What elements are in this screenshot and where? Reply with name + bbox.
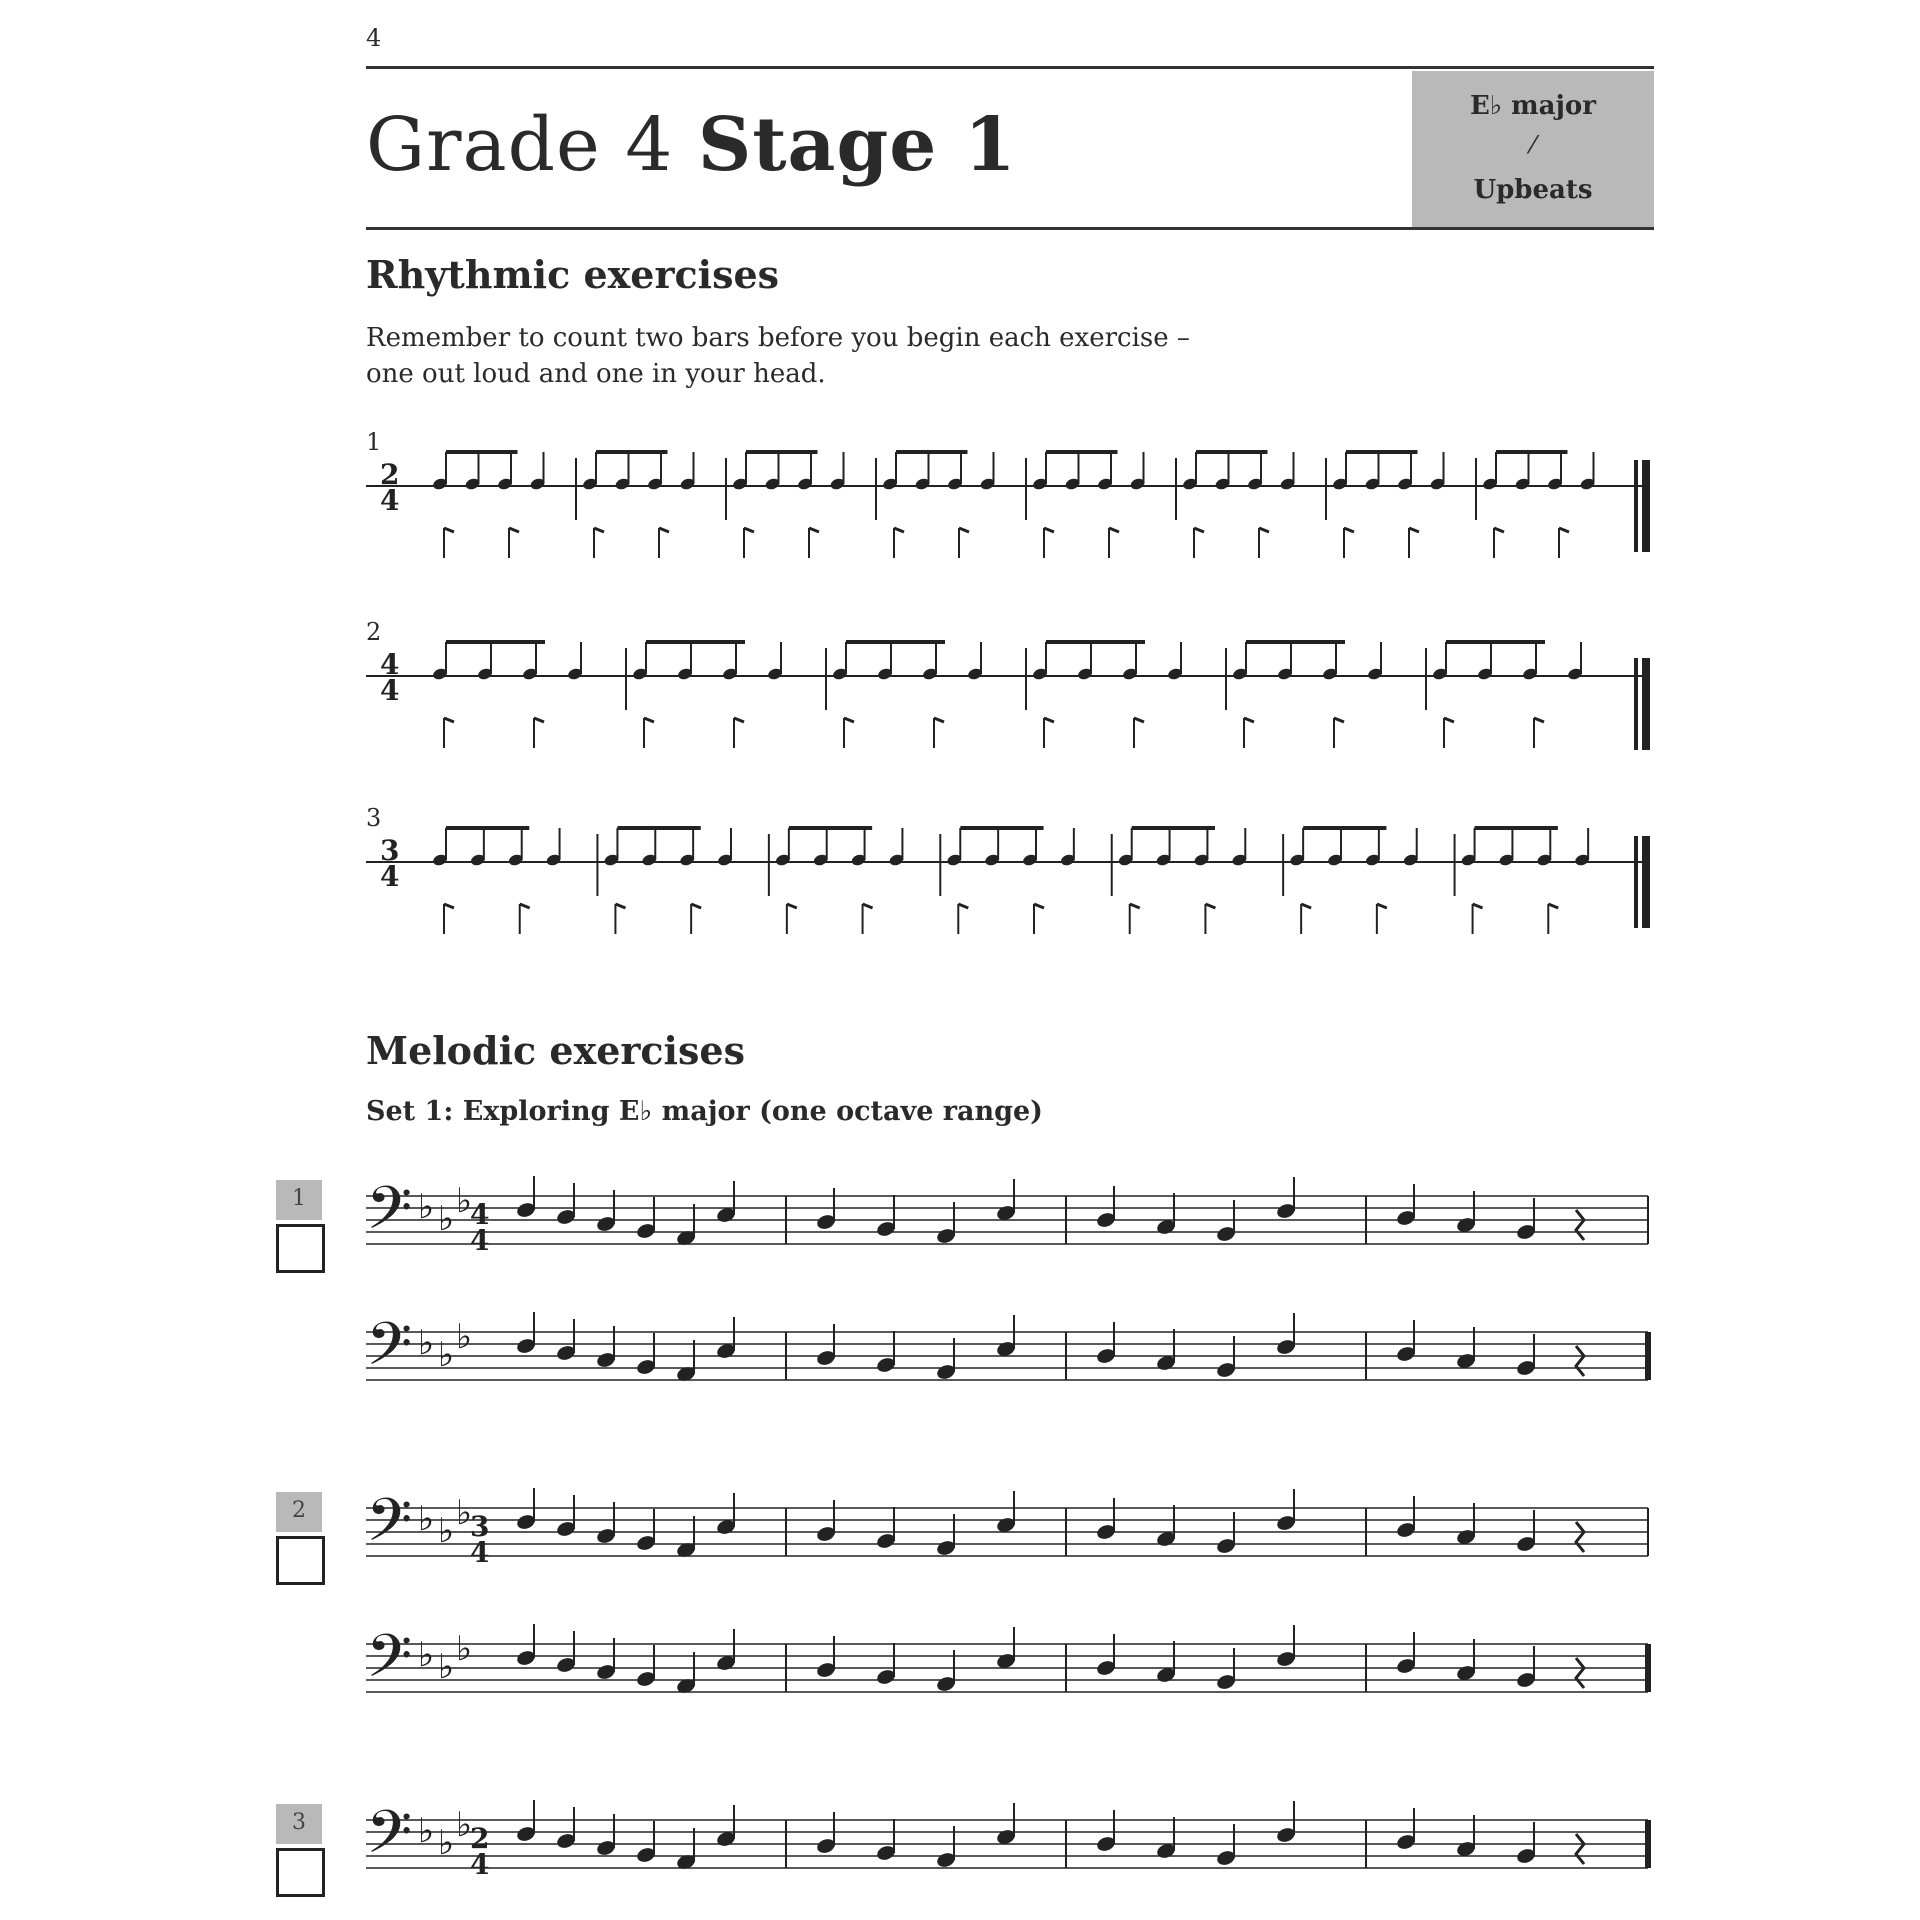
lower-flag [444, 904, 454, 908]
note-beam [1046, 640, 1145, 644]
rhythm-exercise-2-staff [366, 630, 1656, 780]
title-grade: Grade 4 [366, 102, 674, 188]
lower-flag [520, 904, 530, 908]
note-beam [1446, 640, 1545, 644]
note-beam [846, 640, 945, 644]
lower-flag [1205, 904, 1215, 908]
staff-system [366, 1309, 1648, 1393]
flat-icon: ♭ [438, 1199, 455, 1239]
lower-flag [1130, 904, 1140, 908]
staff-system [366, 1621, 1648, 1705]
lower-flag [1473, 904, 1483, 908]
note-beam [596, 450, 668, 454]
note-beam [1196, 450, 1268, 454]
flat-icon: ♭ [456, 1493, 473, 1533]
flat-icon: ♭ [418, 1811, 435, 1851]
note-beam [617, 826, 700, 830]
note-beam [446, 450, 518, 454]
time-signature-bottom: 4 [380, 860, 400, 893]
flat-icon: ♭ [418, 1187, 435, 1227]
stage-topic-box [1412, 71, 1654, 229]
lower-flag [659, 528, 669, 532]
time-signature-bottom: 4 [470, 1224, 490, 1257]
note-beam [1246, 640, 1345, 644]
topic-upbeats: Upbeats [1473, 175, 1593, 205]
rest-icon [1576, 1834, 1584, 1864]
bass-clef-icon: 𝄢 [366, 1485, 413, 1569]
lower-flag [1244, 718, 1254, 722]
title-stage: Stage 1 [697, 102, 1017, 188]
bass-clef-icon: 𝄢 [366, 1309, 413, 1393]
lower-flag [1534, 718, 1544, 722]
lower-flag [844, 718, 854, 722]
header-bottom-rule [366, 227, 1654, 230]
instruction-line-2: one out loud and one in your head. [366, 359, 826, 389]
lower-flag [959, 528, 969, 532]
lower-flag [1559, 528, 1569, 532]
rhythm-exercise-number: 3 [366, 804, 382, 832]
lower-flag [1034, 904, 1044, 908]
lower-flag [534, 718, 544, 722]
staff-system [366, 1797, 1648, 1881]
page-number: 4 [366, 24, 382, 52]
lower-flag [1344, 528, 1354, 532]
time-signature-top: 4 [470, 1198, 490, 1231]
lower-flag [1409, 528, 1419, 532]
final-barline-thin [1634, 460, 1638, 552]
topic-separator: ⁄ [1530, 131, 1535, 159]
lower-flag [958, 904, 968, 908]
time-signature-top: 3 [470, 1510, 490, 1543]
lower-flag [1044, 528, 1054, 532]
note-beam [789, 826, 872, 830]
lower-flag [691, 904, 701, 908]
time-signature-top: 2 [380, 458, 400, 491]
time-signature-top: 2 [470, 1822, 490, 1855]
lower-flag [1259, 528, 1269, 532]
final-barline-thick [1642, 658, 1650, 750]
flat-icon: ♭ [418, 1499, 435, 1539]
bass-clef-icon: 𝄢 [366, 1173, 413, 1257]
lower-flag [444, 718, 454, 722]
note-beam [646, 640, 745, 644]
bass-clef-icon: 𝄢 [366, 1797, 413, 1881]
rhythm-exercise-1-staff [366, 440, 1656, 590]
lower-flag [509, 528, 519, 532]
note-beam [1046, 450, 1118, 454]
lower-flag [1444, 718, 1454, 722]
lower-flag [1548, 904, 1558, 908]
note-beam [446, 640, 545, 644]
instruction-line-1: Remember to count two bars before you begin each exercise – [366, 323, 1190, 353]
staff-system [366, 1173, 1648, 1257]
time-signature-top: 4 [380, 648, 400, 681]
lower-flag [1334, 718, 1344, 722]
exercise-number-label: 1 [276, 1180, 322, 1220]
note-beam [1346, 450, 1418, 454]
flat-icon: ♭ [438, 1647, 455, 1687]
melodic-exercise-3-staff [366, 1797, 1656, 1914]
note-beam [1496, 450, 1568, 454]
exercise-3-checkbox[interactable] [276, 1848, 325, 1897]
note-beam [1132, 826, 1215, 830]
lower-flag [734, 718, 744, 722]
flat-icon: ♭ [418, 1635, 435, 1675]
lower-flag [1301, 904, 1311, 908]
lower-flag [1134, 718, 1144, 722]
exercise-number-label: 3 [276, 1804, 322, 1844]
lower-flag [594, 528, 604, 532]
lower-flag [787, 904, 797, 908]
note-beam [1475, 826, 1558, 830]
melodic-set-title: Set 1: Exploring E♭ major (one octave range) [366, 1096, 1043, 1127]
melodic-exercise-2-staff [366, 1485, 1656, 1722]
lower-flag [1494, 528, 1504, 532]
exercise-number-label: 2 [276, 1492, 322, 1532]
lower-flag [1377, 904, 1387, 908]
time-signature-bottom: 4 [470, 1536, 490, 1569]
rest-icon [1576, 1658, 1584, 1688]
rhythmic-heading: Rhythmic exercises [366, 252, 780, 297]
final-barline-thick [1642, 460, 1650, 552]
page-title [366, 100, 1017, 190]
time-signature-bottom: 4 [380, 674, 400, 707]
header-top-rule [366, 66, 1654, 69]
rhythmic-instructions [366, 320, 1266, 392]
note-beam [896, 450, 968, 454]
lower-flag [1109, 528, 1119, 532]
note-beam [746, 450, 818, 454]
note-beam [960, 826, 1043, 830]
time-signature-bottom: 4 [470, 1848, 490, 1881]
rhythm-exercise-3-staff [366, 816, 1656, 966]
rhythm-exercise-number: 2 [366, 618, 382, 646]
flat-icon: ♭ [456, 1317, 473, 1357]
lower-flag [1044, 718, 1054, 722]
lower-flag [1194, 528, 1204, 532]
lower-flag [644, 718, 654, 722]
rest-icon [1576, 1346, 1584, 1376]
lower-flag [894, 528, 904, 532]
exercise-2-checkbox[interactable] [276, 1536, 325, 1585]
flat-icon: ♭ [438, 1335, 455, 1375]
lower-flag [809, 528, 819, 532]
flat-icon: ♭ [456, 1181, 473, 1221]
lower-flag [444, 528, 454, 532]
bass-clef-icon: 𝄢 [366, 1621, 413, 1705]
flat-icon: ♭ [438, 1511, 455, 1551]
lower-flag [863, 904, 873, 908]
final-barline-thick [1642, 836, 1650, 928]
lower-flag [934, 718, 944, 722]
flat-icon: ♭ [456, 1805, 473, 1845]
time-signature-top: 3 [380, 834, 400, 867]
final-barline-thin [1634, 836, 1638, 928]
rest-icon [1576, 1210, 1584, 1240]
flat-icon: ♭ [418, 1323, 435, 1363]
time-signature-bottom: 4 [380, 484, 400, 517]
note-beam [446, 826, 529, 830]
exercise-1-checkbox[interactable] [276, 1224, 325, 1273]
melodic-heading: Melodic exercises [366, 1028, 745, 1073]
topic-key: E♭ major [1470, 91, 1596, 121]
lower-flag [615, 904, 625, 908]
melodic-exercise-1-staff [366, 1173, 1656, 1410]
staff-system [366, 1485, 1648, 1569]
rest-icon [1576, 1522, 1584, 1552]
flat-icon: ♭ [438, 1823, 455, 1863]
lower-flag [744, 528, 754, 532]
final-barline-thin [1634, 658, 1638, 750]
note-beam [1303, 826, 1386, 830]
rhythm-exercise-number: 1 [366, 428, 382, 456]
flat-icon: ♭ [456, 1629, 473, 1669]
